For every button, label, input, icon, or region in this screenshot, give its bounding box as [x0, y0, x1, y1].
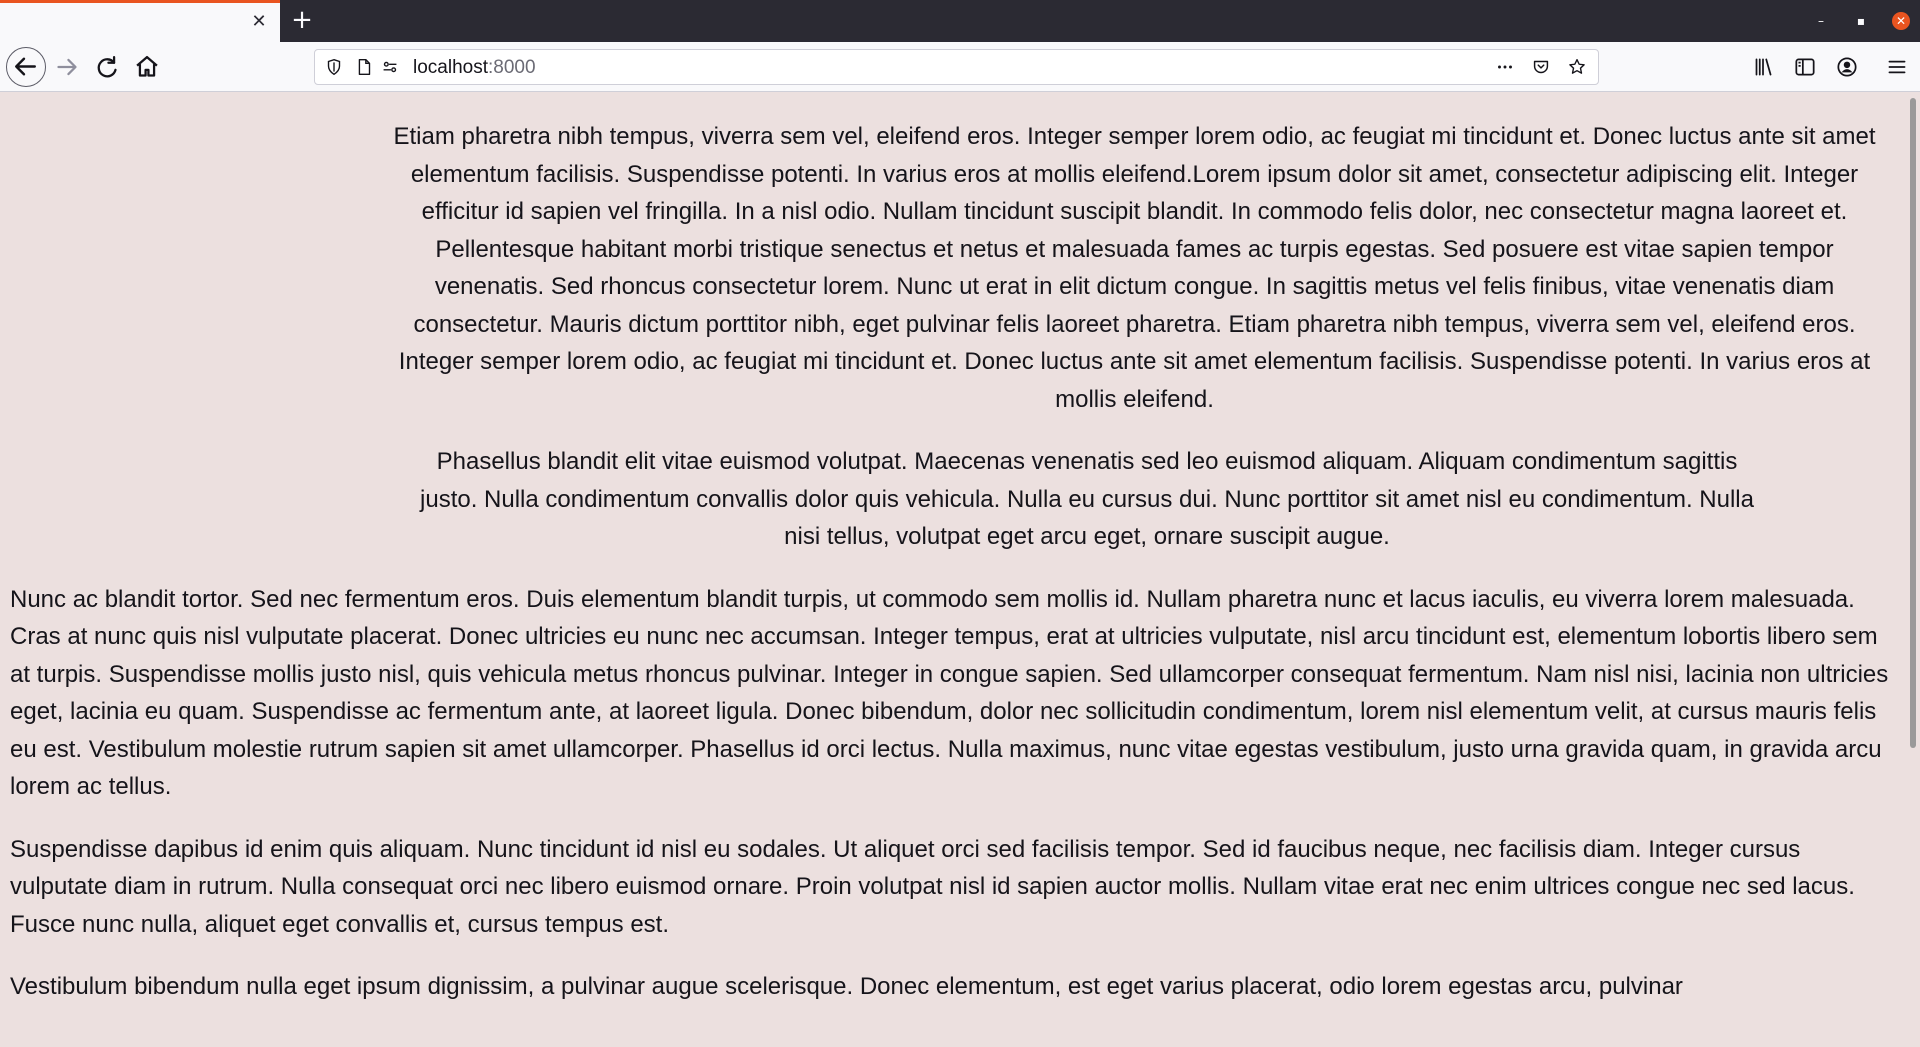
paragraph-4: Suspendisse dapibus id enim quis aliquam. Nunc tincidunt id nisl eu sodales. Ut aliquet orci sed facilisis tempor. Sed id faucibus neque, nec facilisis diam. Integer cursus vulputate diam in rutrum. Nulla consequat orci nec libero euismod ornare. Proin volutpat nisl id sapien auctor mollis. Nullam vitae erat nec enim ultrices congue nec sed lacus. Fusce nunc nulla, aliquet eget convallis et, cursus tempus est. — [10, 835, 1855, 938]
home-icon — [130, 50, 164, 84]
forward-button[interactable] — [50, 50, 84, 84]
reload-icon — [90, 50, 124, 84]
hamburger-menu-icon[interactable] — [1884, 54, 1910, 80]
paragraph-5: Vestibulum bibendum nulla eget ipsum dignissim, a pulvinar augue scelerisque. Donec elementum, est eget varius placerat, odio lorem egestas arcu, pulvinar — [10, 973, 1683, 1000]
paragraph-3: Nunc ac blandit tortor. Sed nec fermentum eros. Duis elementum blandit turpis, ut commodo sem mollis id. Nullam pharetra nunc et lacus iaculis, eu viverra lorem malesuada. Cras at nunc quis nisl vulputate placerat. Donec ultricies eu nunc nec accumsan. Integer tempus, erat at ultricies vulputate, nisl arcu tincidunt est, elementum lobortis libero sem at turpis. Suspendisse mollis justo nisl, quis vehicula metus rhoncus pulvinar. Integer in congue sapien. Sed ullamcorper consequat fermentum. Nam nisl nisi, lacinia non ultricies eget, lacinia eu quam. Suspendisse ac fermentum ante, at laoreet ligula. Donec bibendum, dolor nec sollicitudin condimentum, lorem nisl elementum velit, at cursus mauris felis eu est. Vestibulum molestie rutrum sapien sit amet ullamcorper. Phasellus id orci lectus. Nulla maximus, nunc vitae egestas vestibulum, justo urna gravida quam, in gravida arcu lorem ac tellus. — [10, 585, 1889, 800]
bookmark-star-icon[interactable] — [1566, 56, 1588, 78]
more-actions-icon[interactable] — [1494, 56, 1516, 78]
page-content — [0, 92, 1904, 1047]
paragraph-2: Phasellus blandit elit vitae euismod volutpat. Maecenas venenatis sed leo euismod aliquam. Aliquam condimentum sagittis justo. Nulla condimentum convallis dolor quis vehicula. Nulla eu cursus dui. Nunc porttitor sit amet nisl eu condimentum. Nulla nisi tellus, volutpat eget arcu eget, ornare suscipit augue. — [420, 448, 1754, 550]
back-button[interactable] — [6, 47, 46, 87]
minimize-button[interactable]: – — [1818, 14, 1824, 28]
sidebar-icon[interactable] — [1792, 54, 1818, 80]
vertical-scrollbar[interactable] — [1904, 92, 1920, 1047]
paragraph-1: Etiam pharetra nibh tempus, viverra sem vel, eleifend eros. Integer semper lorem odio, ac feugiat mi tincidunt et. Donec luctus ante sit amet elementum facilisis. Suspendisse potenti. In varius eros at mollis eleifend.Lorem ipsum dolor sit amet, consectetur adipiscing elit. Integer efficitur id sapien vel fringilla. In a nisl odio. Nullam tincidunt suscipit blandit. In commodo felis dolor, nec consectetur magna laoreet et. Pellentesque habitant morbi tristique senectus et netus et malesuada fames ac turpis egestas. Sed posuere est vitae sapien tempor venenatis. Sed rhoncus consectetur lorem. Nunc ut erat in elit dictum congue. In sagittis metus vel felis finibus, vitae venenatis diam consectetur. Mauris dictum porttitor nibh, eget pulvinar felis laoreet pharetra. Etiam pharetra nibh tempus, viverra sem vel, eleifend eros. Integer semper lorem odio, ac feugiat mi tincidunt et. Donec luctus ante sit amet elementum facilisis. Suspendisse potenti. In varius eros at mollis eleifend. — [393, 123, 1876, 413]
url-text[interactable] — [413, 57, 536, 79]
library-icon[interactable] — [1750, 54, 1776, 80]
permissions-icon[interactable] — [379, 56, 401, 78]
forward-arrow-icon — [50, 50, 84, 84]
page-icon[interactable] — [353, 56, 375, 78]
toolbar-right — [1750, 54, 1910, 80]
maximize-button[interactable]: ▪ — [1856, 14, 1866, 28]
close-window-button[interactable]: ✕ — [1892, 12, 1910, 30]
new-tab-button[interactable]: + — [291, 5, 313, 35]
back-arrow-icon — [7, 48, 44, 85]
navigation-toolbar — [0, 42, 1920, 92]
account-icon[interactable] — [1834, 54, 1860, 80]
window-controls — [1812, 9, 1910, 33]
url-actions — [1494, 56, 1588, 78]
home-button[interactable] — [130, 50, 164, 84]
tracking-protection-shield-icon[interactable] — [323, 56, 345, 78]
reload-button[interactable] — [90, 50, 124, 84]
scrollbar-thumb[interactable] — [1910, 98, 1916, 748]
address-bar[interactable] — [314, 49, 1599, 85]
url-port: :8000 — [488, 57, 536, 78]
browser-tab-active[interactable] — [0, 0, 280, 42]
pocket-icon[interactable] — [1530, 56, 1552, 78]
url-host: localhost — [413, 57, 488, 78]
tab-strip — [0, 0, 1920, 42]
tab-close-icon[interactable]: ✕ — [251, 11, 267, 32]
